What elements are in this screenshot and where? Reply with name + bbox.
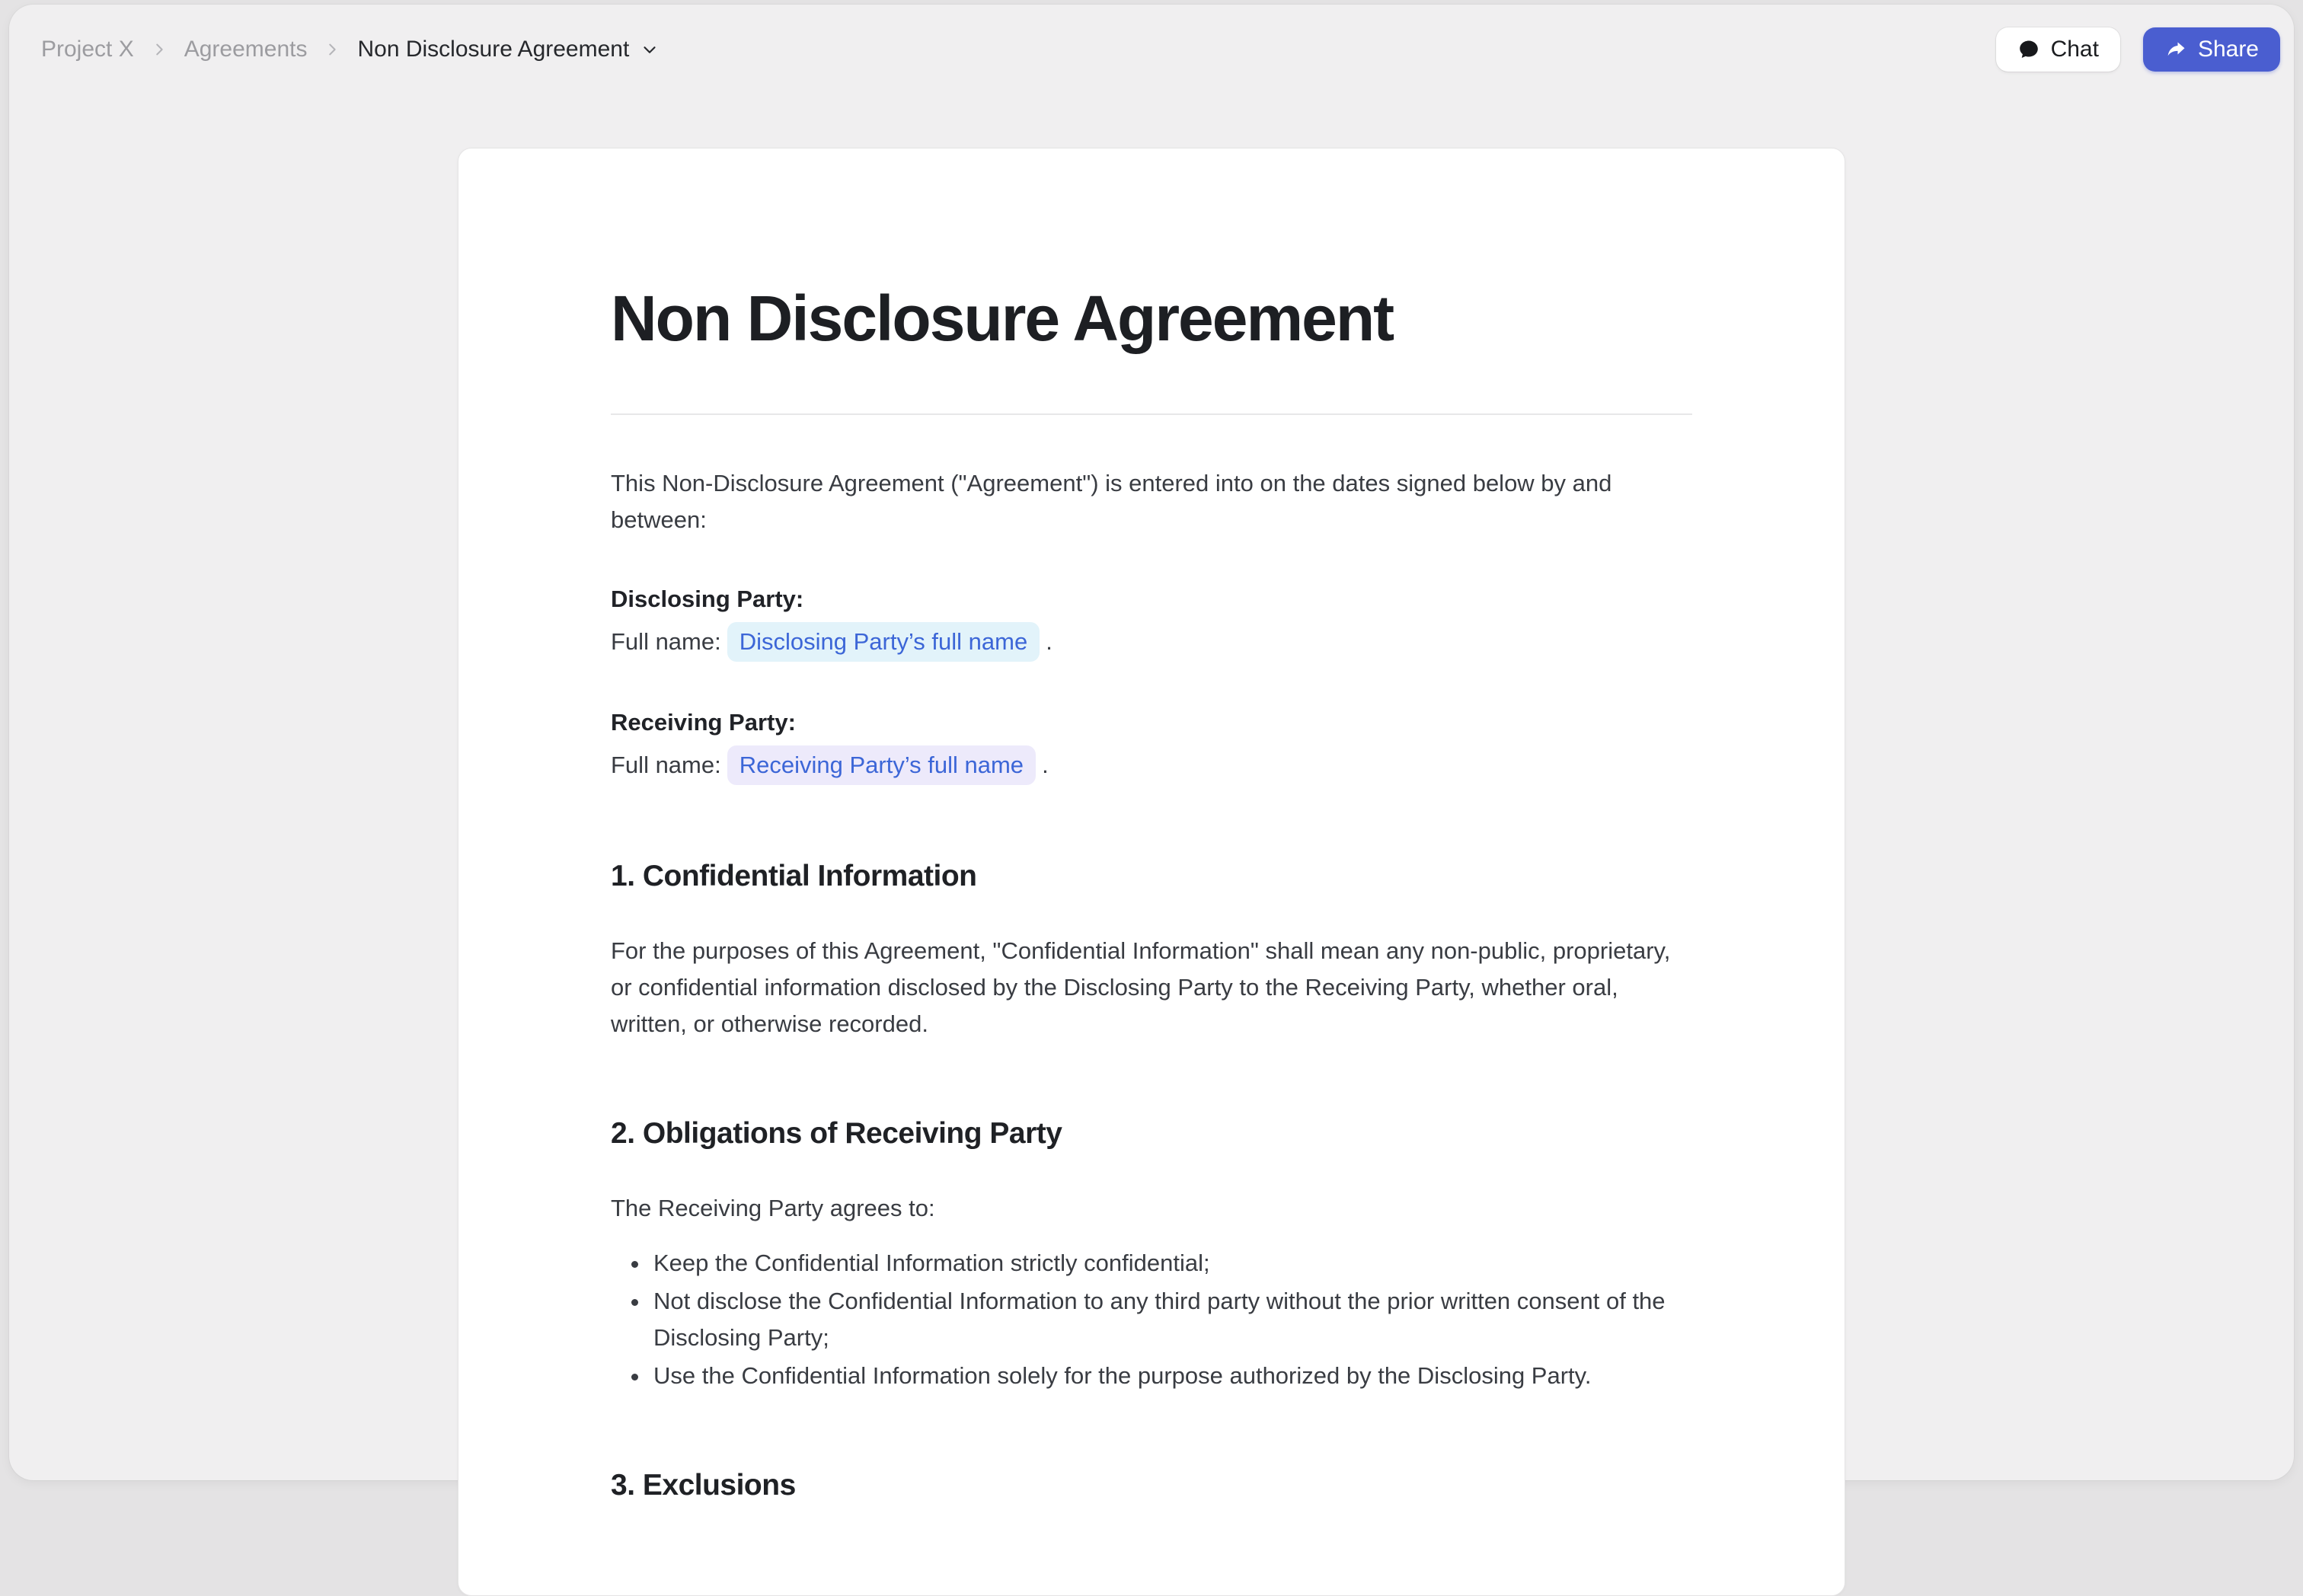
intro-paragraph: This Non-Disclosure Agreement ("Agreement") is entered into on the dates signed below by and between: xyxy=(611,470,1612,534)
obligations-bullet-list xyxy=(611,1245,1692,1394)
field-suffix: . xyxy=(1046,628,1052,656)
disclosing-party-field-row xyxy=(611,622,1692,662)
chevron-down-icon[interactable] xyxy=(640,40,660,59)
section-1-body: For the purposes of this Agreement, "Confidential Information" shall mean any non-public, proprietary, or confidential information disclosed by the Disclosing Party to the Receiving Party, whether oral, written, or otherwise recorded. xyxy=(611,937,1671,1038)
document-title: Non Disclosure Agreement xyxy=(611,282,1394,354)
chat-button[interactable] xyxy=(1996,27,2120,72)
document-card xyxy=(458,148,1845,1596)
section-2-heading: 2. Obligations of Receiving Party xyxy=(611,1117,1062,1151)
share-arrow-icon xyxy=(2164,38,2187,61)
breadcrumb-item-agreements[interactable]: Agreements xyxy=(184,37,308,62)
breadcrumb-item-project[interactable]: Project X xyxy=(41,37,134,62)
disclosing-party-label: Disclosing Party: xyxy=(611,586,804,613)
disclosing-party-block xyxy=(611,581,1692,662)
share-button-label: Share xyxy=(2197,37,2259,62)
breadcrumb xyxy=(41,37,660,62)
full-name-field-label: Full name: xyxy=(611,628,721,656)
breadcrumb-current-label: Non Disclosure Agreement xyxy=(357,37,630,62)
bullet-item: • Not disclose the Confidential Information to any third party without the prior written consent of the Disclosing Party; xyxy=(650,1283,1692,1356)
topbar-actions xyxy=(1996,27,2280,72)
field-suffix: . xyxy=(1042,752,1049,779)
disclosing-party-name-chip[interactable]: Disclosing Party’s full name xyxy=(727,622,1040,662)
chevron-right-icon xyxy=(324,41,340,58)
chevron-right-icon xyxy=(151,41,168,58)
receiving-party-name-chip[interactable]: Receiving Party’s full name xyxy=(727,745,1036,785)
app-window xyxy=(9,5,2294,1502)
section-2-body: The Receiving Party agrees to: xyxy=(611,1195,935,1222)
breadcrumb-item-current[interactable] xyxy=(357,37,660,62)
share-button[interactable] xyxy=(2143,27,2280,72)
bullet-item: • Use the Confidential Information solely for the purpose authorized by the Disclosing Party. xyxy=(650,1358,1692,1394)
document-viewport[interactable] xyxy=(9,148,2294,1534)
chat-button-label: Chat xyxy=(2050,37,2099,62)
section-1-heading: 1. Confidential Information xyxy=(611,860,977,893)
receiving-party-label: Receiving Party: xyxy=(611,709,796,736)
bullet-item: • Keep the Confidential Information strictly confidential; xyxy=(650,1245,1692,1282)
full-name-field-label: Full name: xyxy=(611,752,721,779)
top-bar xyxy=(9,5,2294,94)
title-divider xyxy=(611,413,1692,415)
chat-bubble-icon xyxy=(2017,38,2040,61)
document-body xyxy=(611,465,1692,1504)
receiving-party-field-row xyxy=(611,745,1692,785)
section-3-heading: 3. Exclusions xyxy=(611,1469,796,1502)
receiving-party-block xyxy=(611,704,1692,785)
